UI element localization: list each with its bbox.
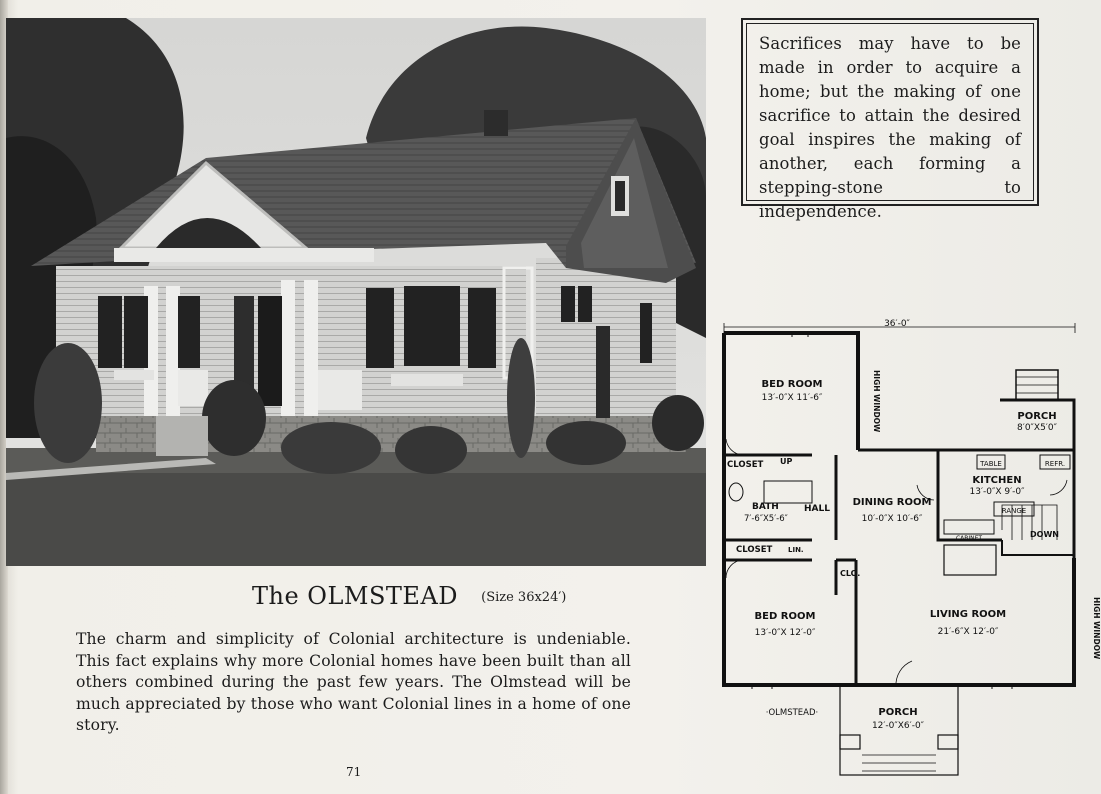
overall-width-label: 36′-0″ bbox=[884, 319, 910, 329]
bath-name: BATH bbox=[752, 502, 779, 512]
house-description: The charm and simplicity of Colonial architecture is undeniable. This fact explains why more Colonial homes have been built than all others combined during the past few years. The Olmstead will be much appreciated by those who want Colonial lines in a home of one story. bbox=[76, 630, 631, 735]
cabinet-label: CABINET bbox=[955, 535, 983, 542]
living-size: 21′-6″X 12′-0″ bbox=[937, 627, 999, 637]
house-title-row bbox=[252, 582, 672, 610]
kitchen-size: 13′-0″X 9′-0″ bbox=[969, 487, 1025, 497]
hall-label: HALL bbox=[804, 504, 830, 514]
kitchen-name: KITCHEN bbox=[972, 475, 1022, 486]
high-window-label-1: HIGH WINDOW bbox=[872, 370, 881, 433]
dining-name: DINING ROOM bbox=[852, 497, 932, 508]
up-label: UP bbox=[780, 457, 793, 466]
porch-back-size: 8′0″X5′0″ bbox=[1017, 423, 1057, 433]
bath-size: 7′-6″X5′-6″ bbox=[744, 514, 788, 524]
floor-plan bbox=[712, 315, 1101, 785]
porch-front-size: 12′-0″X6′-0″ bbox=[871, 721, 925, 731]
page-number: 71 bbox=[346, 765, 362, 779]
bedroom1-name: BED ROOM bbox=[761, 379, 823, 390]
bedroom2-size: 13′-0″X 12′-0″ bbox=[754, 628, 816, 638]
high-window-label-2: HIGH WINDOW bbox=[1092, 597, 1101, 660]
table-label: TABLE bbox=[980, 460, 1002, 468]
closet2-label: CLOSET bbox=[736, 545, 773, 555]
living-name: LIVING ROOM bbox=[929, 609, 1007, 620]
bedroom1-size: 13′-0″X 11′-6″ bbox=[761, 393, 823, 403]
range-label: RANGE bbox=[1001, 507, 1027, 515]
refr-label: REFR. bbox=[1044, 460, 1066, 468]
dining-size: 10′-0″X 10′-6″ bbox=[861, 514, 923, 524]
quote-box bbox=[741, 18, 1039, 221]
porch-front-name: PORCH bbox=[878, 707, 918, 718]
house-title: The OLMSTEAD bbox=[252, 582, 459, 610]
plan-caption: ·OLMSTEAD· bbox=[765, 708, 819, 718]
house-photograph bbox=[6, 18, 706, 566]
closet1-label: CLOSET bbox=[727, 460, 764, 470]
clo-label: CLO. bbox=[840, 569, 861, 578]
porch-back-name: PORCH bbox=[1017, 411, 1057, 422]
house-size: (Size 36x24′) bbox=[481, 590, 567, 605]
lin-label: LIN. bbox=[788, 546, 804, 554]
quote-text: Sacrifices may have to be made in order to acquire a home; but the making of one sacrifice to attain the desired goal inspires the making of another, each forming a stepping-stone to independence. bbox=[746, 23, 1034, 201]
bedroom2-name: BED ROOM bbox=[754, 611, 816, 622]
down-label: DOWN bbox=[1030, 530, 1059, 539]
